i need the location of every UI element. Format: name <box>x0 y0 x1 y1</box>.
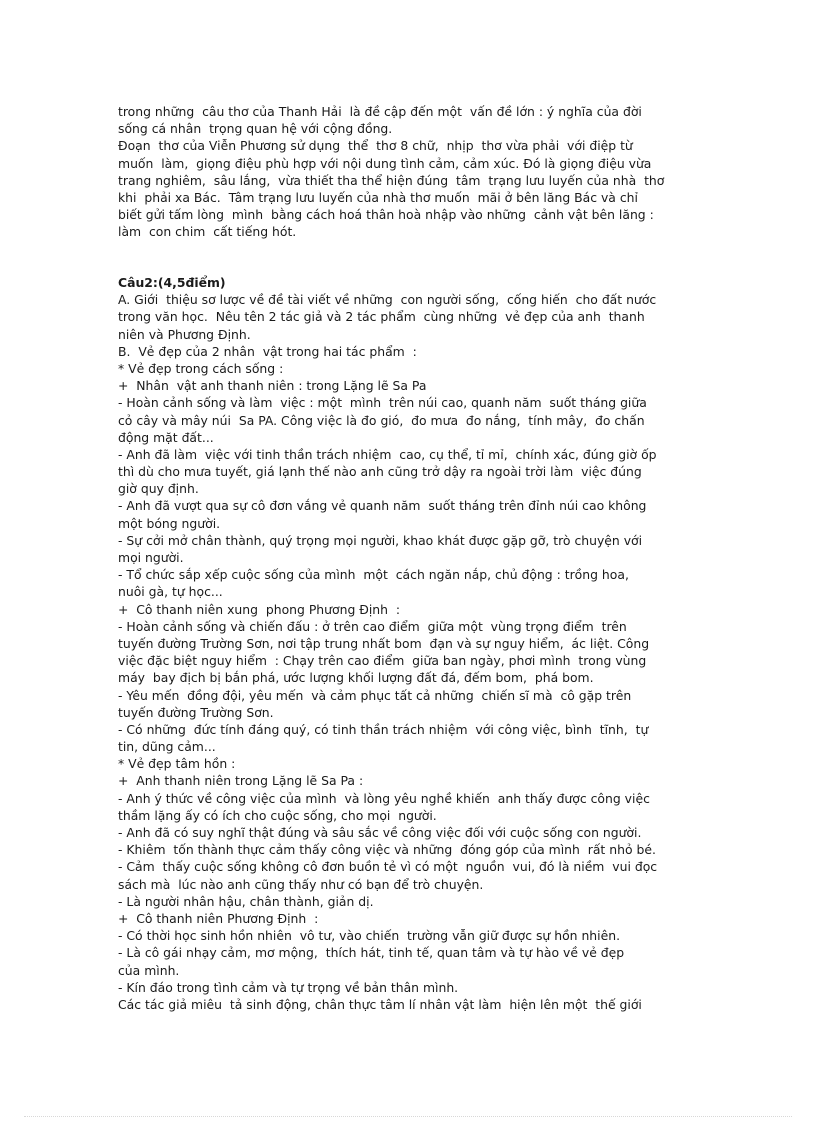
text-line: + Cô thanh niên Phương Định : <box>118 910 319 926</box>
text-line: thì dù cho mưa tuyết, giá lạnh thế nào anh cũng trở dậy ra ngoài trời làm việc đúng <box>118 464 642 480</box>
text-line: + Anh thanh niên trong Lặng lẽ Sa Pa : <box>118 773 364 789</box>
text-line: - Kín đáo trong tình cảm và tự trọng về bản thân mình. <box>118 979 459 995</box>
text-line: - Là cô gái nhạy cảm, mơ mộng, thích hát, tinh tế, quan tâm và tự hào về vẻ đẹp <box>118 945 625 961</box>
text-line: - Khiêm tốn thành thực cảm thấy công việc và những đóng góp của mình rất nhỏ bé. <box>118 842 656 858</box>
text-line: - Có thời học sinh hồn nhiên vô tư, vào chiến trường vẫn giữ được sự hồn nhiên. <box>118 928 621 944</box>
intro-paragraph <box>118 103 718 241</box>
text-line: làm con chim cất tiếng hót. <box>118 224 297 240</box>
text-line: biết gửi tấm lòng mình bằng cách hoá thân hoà nhập vào những cảnh vật bên lăng : <box>118 207 654 223</box>
text-line: một bóng người. <box>118 515 221 531</box>
text-line: - Tổ chức sắp xếp cuộc sống của mình một cách ngăn nắp, chủ động : trồng hoa, <box>118 567 629 583</box>
text-line: - Cảm thấy cuộc sống không cô đơn buồn tẻ vì có một nguồn vui, đó là niềm vui đọc <box>118 859 658 875</box>
text-line: sách mà lúc nào anh cũng thấy như có bạn để trò chuyện. <box>118 876 484 892</box>
text-line: giờ quy định. <box>118 481 199 497</box>
text-line: của mình. <box>118 962 180 978</box>
text-line: A. Giới thiệu sơ lược về đề tài viết về những con người sống, cống hiến cho đất nước <box>118 292 657 308</box>
text-line: việc đặc biệt nguy hiểm : Chạy trên cao điểm giữa ban ngày, phơi mình trong vùng <box>118 653 647 669</box>
text-line: cỏ cây và mây núi Sa PA. Công việc là đo gió, đo mưa đo nắng, tính mây, đo chấn <box>118 412 645 428</box>
text-line: Các tác giả miêu tả sinh động, chân thực tâm lí nhân vật làm hiện lên một thế giới <box>118 996 642 1012</box>
text-line: thầm lặng ấy có ích cho cuộc sống, cho mọi người. <box>118 807 437 823</box>
text-line: niên và Phương Định. <box>118 326 251 342</box>
text-line: - Anh đã có suy nghĩ thật đúng và sâu sắc về công việc đối với cuộc sống con người. <box>118 825 642 840</box>
text-line: sống cá nhân trọng quan hệ với cộng đồng. <box>118 121 393 137</box>
text-line: tuyến đường Trường Sơn. <box>118 704 274 720</box>
text-line: * Vẻ đẹp trong cách sống : <box>118 360 284 376</box>
text-line: trang nghiêm, sâu lắng, vừa thiết tha thể hiện đúng tâm trạng lưu luyến của nhà thơ <box>118 172 665 188</box>
section-2 <box>118 274 718 1013</box>
text-line: tin, dũng cảm... <box>118 739 216 755</box>
text-line: mọi người. <box>118 550 184 565</box>
section-heading: Câu2:(4,5điểm) <box>118 275 226 290</box>
text-line: - Anh đã vượt qua sự cô đơn vắng vẻ quanh năm suốt tháng trên đỉnh núi cao không <box>118 498 647 514</box>
text-line: + Cô thanh niên xung phong Phương Định : <box>118 601 401 617</box>
text-line: khi phải xa Bác. Tâm trạng lưu luyến của nhà thơ muốn mãi ở bên lăng Bác và chỉ <box>118 189 638 205</box>
text-line: - Là người nhân hậu, chân thành, giản dị. <box>118 893 374 909</box>
text-line: - Anh đã làm việc với tinh thần trách nhiệm cao, cụ thể, tỉ mỉ, chính xác, đúng giờ ốp <box>118 446 657 462</box>
page-bottom-divider <box>24 1116 792 1117</box>
text-line: trong những câu thơ của Thanh Hải là đề cập đến một vấn đề lớn : ý nghĩa của đời <box>118 104 642 119</box>
text-line: + Nhân vật anh thanh niên : trong Lặng lẽ Sa Pa <box>118 378 427 394</box>
text-line: - Yêu mến đồng đội, yêu mến và cảm phục tất cả những chiến sĩ mà cô gặp trên <box>118 687 632 703</box>
text-line: - Có những đức tính đáng quý, có tinh thần trách nhiệm với công việc, bình tĩnh, tự <box>118 721 649 737</box>
text-line: * Vẻ đẹp tâm hồn : <box>118 756 236 772</box>
text-line: B. Vẻ đẹp của 2 nhân vật trong hai tác phẩm : <box>118 343 417 359</box>
text-line: tuyến đường Trường Sơn, nơi tập trung nhất bom đạn và sự nguy hiểm, ác liệt. Công <box>118 635 650 651</box>
text-line: nuôi gà, tự học... <box>118 584 223 600</box>
text-line: - Anh ý thức về công việc của mình và lòng yêu nghề khiến anh thấy được công việc <box>118 790 650 806</box>
text-line: - Hoàn cảnh sống và làm việc : một mình trên núi cao, quanh năm suốt tháng giữa <box>118 395 647 411</box>
text-line: trong văn học. Nêu tên 2 tác giả và 2 tác phẩm cùng những vẻ đẹp của anh thanh <box>118 309 645 325</box>
text-line: - Hoàn cảnh sống và chiến đấu : ở trên cao điểm giữa một vùng trọng điểm trên <box>118 618 627 634</box>
text-line: động mặt đất... <box>118 429 214 445</box>
text-line: máy bay địch bị bắn phá, ước lượng khối lượng đất đá, đếm bom, phá bom. <box>118 670 594 686</box>
text-line: muốn làm, giọng điệu phù hợp với nội dung tình cảm, cảm xúc. Đó là giọng điệu vừa <box>118 155 652 171</box>
text-line: - Sự cởi mở chân thành, quý trọng mọi người, khao khát được gặp gỡ, trò chuyện với <box>118 532 643 548</box>
text-line: Đoạn thơ của Viễn Phương sử dụng thể thơ 8 chữ, nhịp thơ vừa phải với điệp từ <box>118 138 633 154</box>
